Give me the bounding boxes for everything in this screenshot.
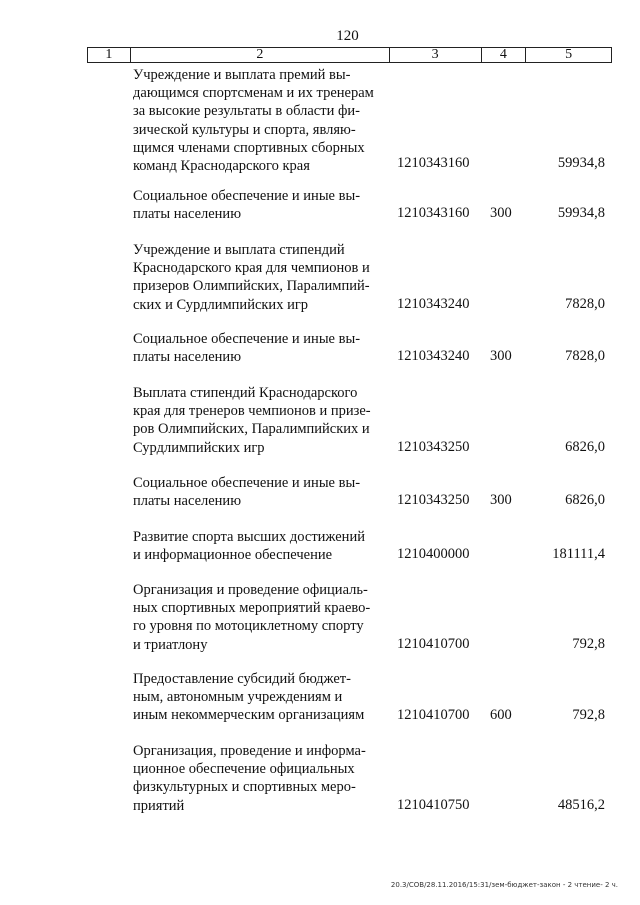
row-code: 1210343240 bbox=[397, 296, 470, 312]
table-row bbox=[0, 670, 640, 728]
table-row bbox=[0, 474, 640, 514]
row-code: 1210343250 bbox=[397, 492, 470, 508]
row-amount: 792,8 bbox=[572, 707, 605, 723]
table-row bbox=[0, 66, 640, 194]
row-kvr: 300 bbox=[490, 348, 512, 364]
row-code: 1210343250 bbox=[397, 439, 470, 455]
row-description: Социальное обеспечение и иные вы- платы населению bbox=[133, 188, 361, 223]
row-code: 1210410750 bbox=[397, 797, 470, 813]
row-amount: 7828,0 bbox=[565, 296, 605, 312]
table-row bbox=[0, 330, 640, 370]
table-row bbox=[0, 384, 640, 459]
row-kvr: 600 bbox=[490, 707, 512, 723]
row-amount: 181111,4 bbox=[552, 546, 605, 562]
page-number: 120 bbox=[336, 28, 359, 44]
row-description: Развитие спорта высших достижений и информационное обеспечение bbox=[133, 529, 365, 564]
row-amount: 792,8 bbox=[572, 636, 605, 652]
row-kvr: 300 bbox=[490, 492, 512, 508]
row-code: 1210410700 bbox=[397, 636, 470, 652]
row-description: Организация и проведение официаль- ных спортивных мероприятий краево- го уровня по мотоциклетному спорту и триатлону bbox=[133, 582, 371, 653]
row-description: Учреждение и выплата премий вы- дающимся спортсменам и их тренерам за высокие результаты в области фи- зической культуры и спорта, являю- щимся членами спортивных сборных команд Краснодарского края bbox=[133, 67, 374, 175]
row-amount: 6826,0 bbox=[565, 492, 605, 508]
header-col-1: 1 bbox=[88, 48, 131, 62]
row-description: Социальное обеспечение и иные вы- платы населению bbox=[133, 475, 361, 510]
table-body bbox=[0, 66, 640, 814]
row-amount: 6826,0 bbox=[565, 439, 605, 455]
table-row bbox=[0, 581, 640, 656]
table-row bbox=[0, 241, 640, 316]
row-kvr: 300 bbox=[490, 205, 512, 221]
row-code: 1210410700 bbox=[397, 707, 470, 723]
row-description: Выплата стипендий Краснодарского края для тренеров чемпионов и призе- ров Олимпийских, Паралимпийских и Сурдлимпийских игр bbox=[133, 385, 371, 456]
table-row bbox=[0, 187, 640, 227]
document-footer: 20.3/СОВ/28.11.2016/15:31/зем-бюджет-закон - 2 чтение- 2 ч. bbox=[390, 881, 618, 889]
table-row bbox=[0, 742, 640, 817]
row-amount: 59934,8 bbox=[557, 205, 605, 221]
header-col-5: 5 bbox=[565, 47, 573, 62]
row-description: Организация, проведение и информа- ционное обеспечение официальных физкультурных и спортивных меро- приятий bbox=[133, 743, 366, 814]
table-header bbox=[87, 47, 612, 63]
row-description: Социальное обеспечение и иные вы- платы населению bbox=[133, 331, 361, 366]
header-col-2: 2 bbox=[131, 48, 390, 62]
row-code: 1210343160 bbox=[397, 205, 470, 221]
row-description: Учреждение и выплата стипендий Краснодарского края для чемпионов и призеров Олимпийских, Паралимпий- ских и Сурдлимпийских игр bbox=[133, 242, 370, 313]
header-col-3: 3 bbox=[390, 48, 482, 62]
row-amount: 48516,2 bbox=[557, 797, 605, 813]
row-amount: 7828,0 bbox=[565, 348, 605, 364]
header-col-4: 4 bbox=[482, 48, 527, 62]
row-code: 1210343160 bbox=[397, 155, 470, 171]
row-code: 1210343240 bbox=[397, 348, 470, 364]
row-code: 1210400000 bbox=[397, 546, 470, 562]
table-row bbox=[0, 528, 640, 568]
row-amount: 59934,8 bbox=[557, 155, 605, 171]
row-description: Предоставление субсидий бюджет- ным, автономным учреждениям и иным некоммерческим организациям bbox=[133, 671, 365, 724]
